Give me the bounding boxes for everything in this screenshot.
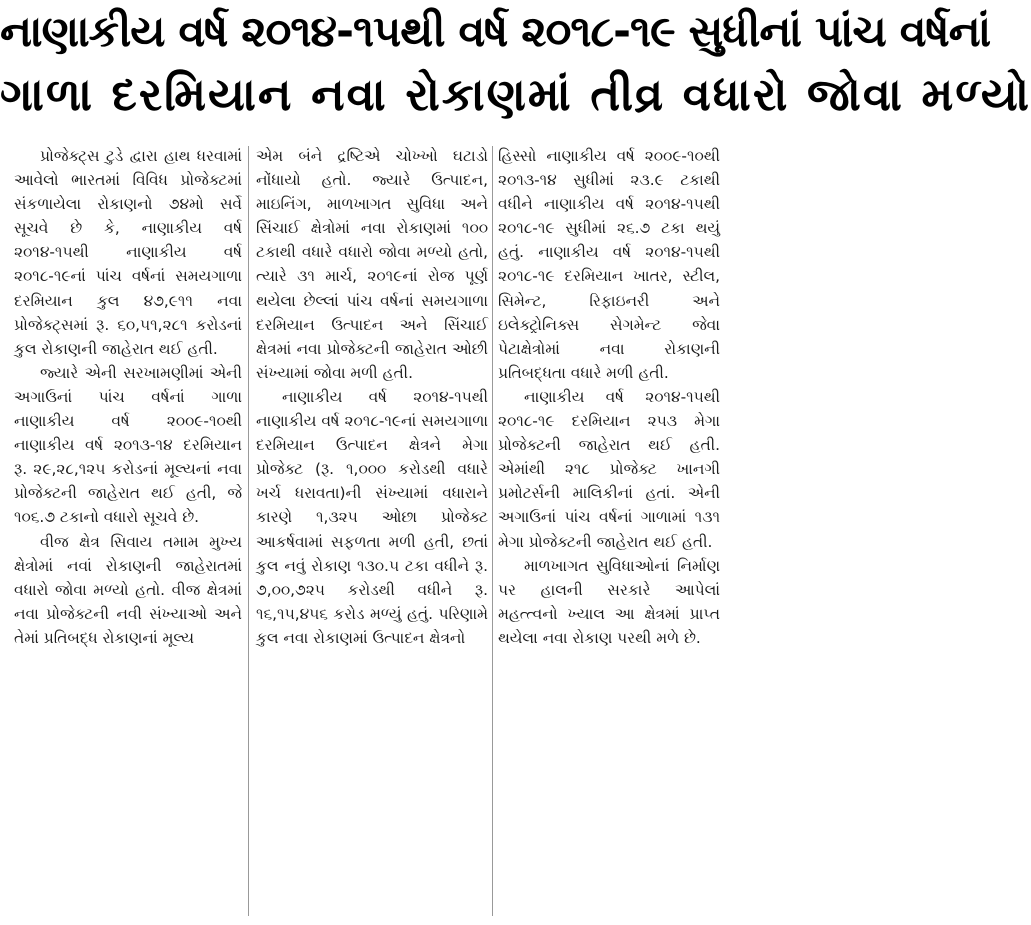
paragraph: હિસ્સો નાણાકીય વર્ષ ૨૦૦૯-૧૦થી ૨૦૧૩-૧૪ સુધીમાં ૨૩.૯ ટકાથી વધીને નાણાકીય વર્ષ ૨૦૧૪-૧૫થી ૨૦૧૮-૧૯ સુધીમાં ૨૬.૭ ટકા થયું હતું. નાણાકીય વર્ષ ૨૦૧૪-૧૫થી ૨૦૧૮-૧૯ દરમિયાન ખાતર, સ્ટીલ, સિમેન્ટ, રિફાઇનરી અને ઇલેક્ટ્રોનિક્સ સેગમેન્ટ જેવા પેટાક્ષેત્રોમાં નવા રોકાણની પ્રતિબદ્ધતા વધારે મળી હતી. [498,147,720,382]
column-divider [248,146,249,916]
article-column-3 [498,144,720,919]
headline-line-2: ગાળા દરમિયાન નવા રોકાણમાં તીવ્ર વધારો જોવા મળ્યો [0,68,1031,121]
paragraph: માળખાગત સુવિધાઓનાં નિર્માણ પર હાલની સરકારે આપેલાં મહત્ત્વનો ખ્યાલ આ ક્ષેત્રમાં પ્રાપ્ત થયેલા નવા રોકાણ પરથી મળે છે. [498,556,720,647]
paragraph: નાણાકીય વર્ષ ૨૦૧૪-૧૫થી ૨૦૧૮-૧૯ દરમિયાન ૨૫૩ મેગા પ્રોજેક્ટની જાહેરાત થઈ હતી. એમાંથી ૨૧૮ પ્રોજેક્ટ ખાનગી પ્રમોટર્સની માલિકીનાં હતાં. એની અગાઉનાં પાંચ વર્ષનાં ગાળામાં ૧૩૧ મેગા પ્રોજેક્ટની જાહેરાત થઈ હતી. [498,387,720,551]
paragraph: વીજ ક્ષેત્ર સિવાય તમામ મુખ્ય ક્ષેત્રોમાં નવાં રોકાણની જાહેરાતમાં વધારો જોવા મળ્યો હતો. વીજ ક્ષેત્રમાં નવા પ્રોજેક્ટની નવી સંખ્યાઓ અને તેમાં પ્રતિબદ્ધ રોકાણનાં મૂલ્ય [14,532,242,647]
column-divider [492,146,493,916]
paragraph: પ્રોજેક્ટ્સ ટુડે દ્વારા હાથ ધરવામાં આવેલો ભારતમાં વિવિધ પ્રોજેક્ટમાં સંકળાયેલા રોકાણનો ૭૪મો સર્વે સૂચવે છે કે, નાણાકીય વર્ષ ૨૦૧૪-૧૫થી નાણાકીય વર્ષ ૨૦૧૮-૧૯નાં પાંચ વર્ષનાં સમયગાળા દરમિયાન કુલ ૪૭,૯૧૧ નવા પ્રોજેક્ટ્સમાં રૂ. ૬૦,૫૧,૨૮૧ કરોડનાં કુલ રોકાણની જાહેરાત થઈ હતી. [14,147,242,358]
paragraph: જ્યારે એની સરખામણીમાં એની અગાઉનાં પાંચ વર્ષનાં ગાળા નાણાકીય વર્ષ ૨૦૦૯-૧૦થી નાણાકીય વર્ષ ૨૦૧૩-૧૪ દરમિયાન રૂ. ૨૯,૨૮,૧૨૫ કરોડનાં મૂલ્યનાં નવા પ્રોજેક્ટની જાહેરાત થઈ હતી, જે ૧૦૬.૭ ટકાનો વધારો સૂચવે છે. [14,363,242,527]
article-column-2 [256,144,488,919]
paragraph: એમ બંને દ્રષ્ટિએ ચોખ્ખો ઘટાડો નોંધાયો હતો. જ્યારે ઉત્પાદન, માઇનિંગ, માળખાગત સુવિધા અને સિંચાઈ ક્ષેત્રોમાં નવા રોકાણમાં ૧૦૦ ટકાથી વધારે વધારો જોવા મળ્યો હતો, ત્યારે ૩૧ માર્ચ, ૨૦૧૯નાં રોજ પૂર્ણ થયેલા છેલ્લાં પાંચ વર્ષનાં સમયગાળા દરમિયાન ઉત્પાદન અને સિંચાઈ ક્ષેત્રમાં નવા પ્રોજેક્ટની જાહેરાત ઓછી સંખ્યામાં જોવા મળી હતી. [256,147,488,382]
article-column-1 [14,144,242,919]
paragraph: નાણાકીય વર્ષ ૨૦૧૪-૧૫થી નાણાકીય વર્ષ ૨૦૧૮-૧૯નાં સમયગાળા દરમિયાન ઉત્પાદન ક્ષેત્રને મેગા પ્રોજેક્ટ (રૂ. ૧,૦૦૦ કરોડથી વધારે ખર્ચ ધરાવતા)ની સંખ્યામાં વધારાને કારણે ૧,૩૨૫ ઓછા પ્રોજેક્ટ આકર્ષવામાં સફળતા મળી હતી, છતાં કુલ નવું રોકાણ ૧૩૦.૫ ટકા વધીને રૂ. ૭,૦૦,૭૨૫ કરોડથી વધીને રૂ. ૧૬,૧૫,૪૫૬ કરોડ મળ્યું હતું. પરિણામે કુલ નવા રોકાણમાં ઉત્પાદન ક્ષેત્રનો [256,387,488,647]
headline-line-1: નાણાકીય વર્ષ ૨૦૧૪-૧૫થી વર્ષ ૨૦૧૮-૧૯ સુધીનાં પાંચ વર્ષનાં [0,7,991,57]
